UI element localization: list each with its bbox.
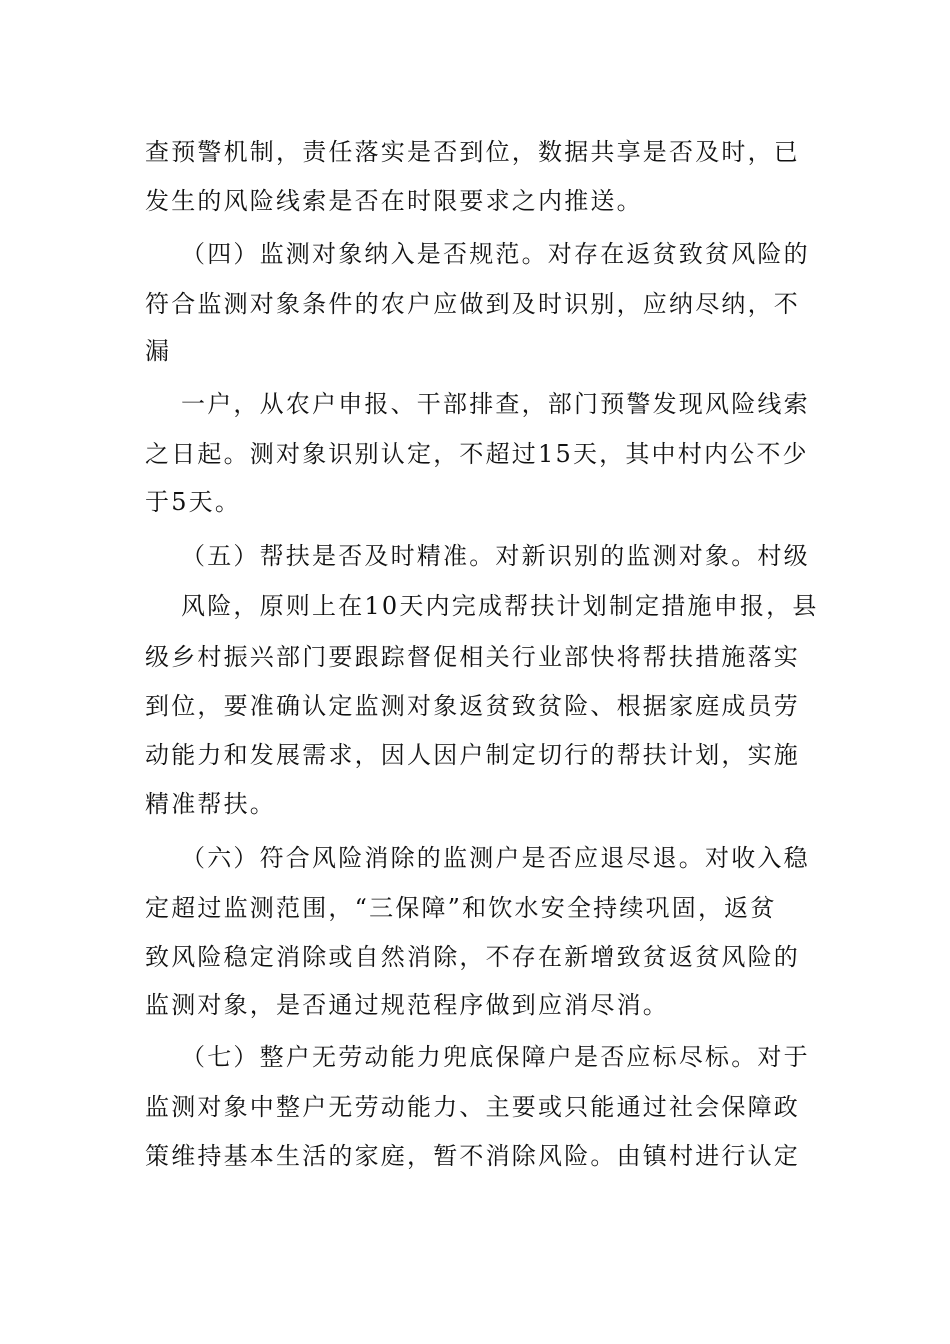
text-line: （四）监测对象纳入是否规范。对存在返贫致贫风险的 [181, 240, 810, 268]
text-line: 于5天。 [145, 488, 242, 516]
text-line: 监测对象中整户无劳动能力、主要或只能通过社会保障政 [145, 1093, 800, 1121]
text-line: 查预警机制，责任落实是否到位，数据共享是否及时，已 [145, 138, 800, 166]
text-line: 监测对象，是否通过规范程序做到应消尽消。 [145, 991, 669, 1019]
text-line: 到位，要准确认定监测对象返贫致贫险、根据家庭成员劳 [145, 692, 800, 720]
text-line: 精准帮扶。 [145, 790, 276, 818]
text-line: 策维持基本生活的家庭，暂不消除风险。由镇村进行认定 [145, 1142, 800, 1170]
text-line: 致风险稳定消除或自然消除，不存在新增致贫返贫风险的 [145, 943, 800, 971]
text-line: （六）符合风险消除的监测户是否应退尽退。对收入稳 [181, 844, 810, 872]
text-line: 定超过监测范围，“三保障”和饮水安全持续巩固，返贫 [145, 894, 777, 922]
text-line: （七）整户无劳动能力兜底保障户是否应标尽标。对于 [181, 1043, 810, 1071]
text-line: 漏 [145, 337, 172, 365]
text-line: 动能力和发展需求，因人因户制定切行的帮扶计划，实施 [145, 741, 800, 769]
text-line: 发生的风险线索是否在时限要求之内推送。 [145, 187, 643, 215]
text-line: 风险，原则上在10天内完成帮扶计划制定措施申报，县 [181, 592, 819, 620]
text-line: （五）帮扶是否及时精准。对新识别的监测对象。村级 [181, 542, 810, 570]
text-line: 符合监测对象条件的农户应做到及时识别，应纳尽纳，不 [145, 290, 800, 318]
text-line: 之日起。测对象识别认定，不超过15天，其中村内公不少 [145, 440, 809, 468]
text-line: 一户，从农户申报、干部排查，部门预警发现风险线索 [181, 390, 810, 418]
text-line: 级乡村振兴部门要跟踪督促相关行业部快将帮扶措施落实 [145, 643, 800, 671]
